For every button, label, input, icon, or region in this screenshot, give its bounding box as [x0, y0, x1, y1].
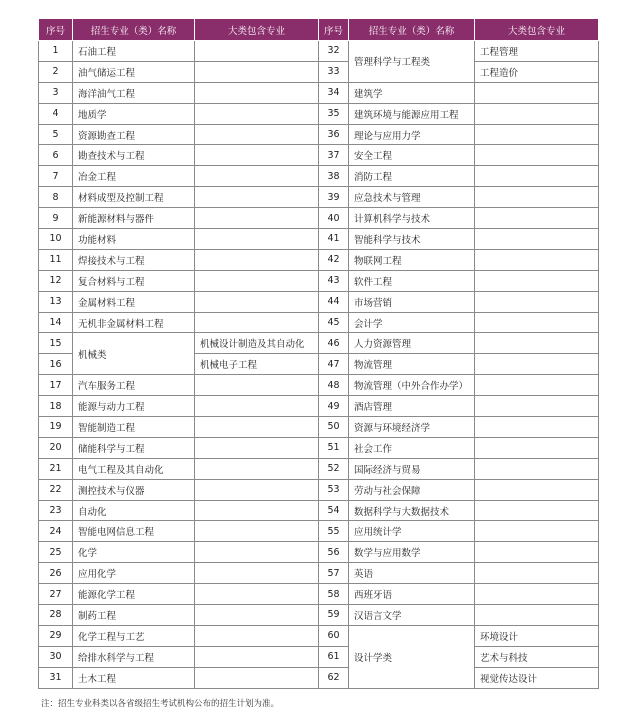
table-row [39, 437, 599, 458]
included-major-cell [195, 187, 319, 208]
table-row [39, 82, 599, 103]
major-name-cell: 建筑学 [349, 82, 475, 103]
table-row [39, 667, 599, 688]
major-name-cell: 地质学 [73, 103, 195, 124]
included-major-cell [475, 396, 599, 417]
included-major-cell [195, 521, 319, 542]
included-major-cell [195, 208, 319, 229]
serial-number-cell: 5 [39, 124, 73, 145]
major-name-cell: 会计学 [349, 312, 475, 333]
major-name-cell: 应用化学 [73, 563, 195, 584]
major-name-cell: 汉语言文学 [349, 605, 475, 626]
serial-number-cell: 51 [319, 437, 349, 458]
major-name-cell: 无机非金属材料工程 [73, 312, 195, 333]
included-major-cell [195, 458, 319, 479]
table-row [39, 563, 599, 584]
included-major-cell [475, 437, 599, 458]
major-name-cell: 资源与环境经济学 [349, 417, 475, 438]
serial-number-cell: 32 [319, 41, 349, 62]
table-row [39, 312, 599, 333]
serial-number-cell: 52 [319, 458, 349, 479]
included-major-cell: 工程管理 [475, 41, 599, 62]
serial-number-cell: 21 [39, 458, 73, 479]
serial-number-cell: 24 [39, 521, 73, 542]
table-row [39, 625, 599, 646]
serial-number-cell: 62 [319, 667, 349, 688]
major-name-cell: 酒店管理 [349, 396, 475, 417]
major-name-cell: 应用统计学 [349, 521, 475, 542]
included-major-cell: 机械设计制造及其自动化 [195, 333, 319, 354]
serial-number-cell: 50 [319, 417, 349, 438]
table-row [39, 166, 599, 187]
serial-number-cell: 1 [39, 41, 73, 62]
table-row [39, 270, 599, 291]
major-name-cell: 劳动与社会保障 [349, 479, 475, 500]
included-major-cell [195, 166, 319, 187]
major-name-cell: 制药工程 [73, 605, 195, 626]
header-serial-left: 序号 [39, 19, 73, 41]
serial-number-cell: 42 [319, 249, 349, 270]
major-name-cell: 软件工程 [349, 270, 475, 291]
serial-number-cell: 7 [39, 166, 73, 187]
serial-number-cell: 36 [319, 124, 349, 145]
major-name-cell: 英语 [349, 563, 475, 584]
included-major-cell [195, 124, 319, 145]
major-name-cell: 能源与动力工程 [73, 396, 195, 417]
serial-number-cell: 33 [319, 61, 349, 82]
included-major-cell [195, 61, 319, 82]
included-major-cell: 工程造价 [475, 61, 599, 82]
table-row [39, 61, 599, 82]
serial-number-cell: 22 [39, 479, 73, 500]
serial-number-cell: 41 [319, 229, 349, 250]
serial-number-cell: 48 [319, 375, 349, 396]
included-major-cell [195, 375, 319, 396]
major-name-cell: 物联网工程 [349, 249, 475, 270]
included-major-cell [475, 103, 599, 124]
major-name-cell: 数学与应用数学 [349, 542, 475, 563]
major-name-cell: 电气工程及其自动化 [73, 458, 195, 479]
included-major-cell [475, 291, 599, 312]
included-major-cell [195, 500, 319, 521]
major-name-cell: 智能制造工程 [73, 417, 195, 438]
table-row [39, 208, 599, 229]
serial-number-cell: 20 [39, 437, 73, 458]
serial-number-cell: 47 [319, 354, 349, 375]
enrollment-table [38, 19, 599, 689]
serial-number-cell: 8 [39, 187, 73, 208]
included-major-cell [475, 417, 599, 438]
included-major-cell [195, 291, 319, 312]
major-name-cell: 功能材料 [73, 229, 195, 250]
major-name-cell: 应急技术与管理 [349, 187, 475, 208]
major-name-cell: 机械类 [73, 333, 195, 375]
included-major-cell [195, 145, 319, 166]
serial-number-cell: 3 [39, 82, 73, 103]
major-name-cell: 安全工程 [349, 145, 475, 166]
serial-number-cell: 31 [39, 667, 73, 688]
included-major-cell [475, 479, 599, 500]
serial-number-cell: 28 [39, 605, 73, 626]
included-major-cell [475, 521, 599, 542]
included-major-cell [475, 500, 599, 521]
major-name-cell: 建筑环境与能源应用工程 [349, 103, 475, 124]
header-major-right: 招生专业（类）名称 [349, 19, 475, 41]
included-major-cell [195, 479, 319, 500]
included-major-cell [195, 625, 319, 646]
included-major-cell [195, 437, 319, 458]
serial-number-cell: 34 [319, 82, 349, 103]
major-name-cell: 储能科学与工程 [73, 437, 195, 458]
included-major-cell [475, 354, 599, 375]
serial-number-cell: 55 [319, 521, 349, 542]
table-row [39, 646, 599, 667]
major-name-cell: 冶金工程 [73, 166, 195, 187]
serial-number-cell: 27 [39, 584, 73, 605]
included-major-cell [475, 542, 599, 563]
serial-number-cell: 45 [319, 312, 349, 333]
table-row [39, 479, 599, 500]
major-name-cell: 勘查技术与工程 [73, 145, 195, 166]
serial-number-cell: 19 [39, 417, 73, 438]
serial-number-cell: 11 [39, 249, 73, 270]
serial-number-cell: 60 [319, 625, 349, 646]
serial-number-cell: 44 [319, 291, 349, 312]
major-name-cell: 计算机科学与技术 [349, 208, 475, 229]
major-name-cell: 智能科学与技术 [349, 229, 475, 250]
major-name-cell: 焊接技术与工程 [73, 249, 195, 270]
included-major-cell [195, 312, 319, 333]
table-row [39, 249, 599, 270]
major-name-cell: 海洋油气工程 [73, 82, 195, 103]
table-row [39, 103, 599, 124]
table-row [39, 542, 599, 563]
table-row [39, 375, 599, 396]
serial-number-cell: 12 [39, 270, 73, 291]
serial-number-cell: 4 [39, 103, 73, 124]
table-header-row [39, 19, 599, 41]
included-major-cell [475, 82, 599, 103]
major-name-cell: 汽车服务工程 [73, 375, 195, 396]
serial-number-cell: 37 [319, 145, 349, 166]
serial-number-cell: 15 [39, 333, 73, 354]
serial-number-cell: 53 [319, 479, 349, 500]
major-name-cell: 材料成型及控制工程 [73, 187, 195, 208]
footnote: 注：招生专业科类以各省级招生考试机构公布的招生计划为准。 [41, 699, 280, 709]
major-name-cell: 化学 [73, 542, 195, 563]
table-row [39, 396, 599, 417]
included-major-cell [475, 270, 599, 291]
table-row [39, 458, 599, 479]
serial-number-cell: 14 [39, 312, 73, 333]
serial-number-cell: 10 [39, 229, 73, 250]
major-name-cell: 物流管理 [349, 354, 475, 375]
serial-number-cell: 23 [39, 500, 73, 521]
included-major-cell [475, 605, 599, 626]
header-major-left: 招生专业（类）名称 [73, 19, 195, 41]
serial-number-cell: 26 [39, 563, 73, 584]
table-row [39, 333, 599, 354]
major-name-cell: 石油工程 [73, 41, 195, 62]
major-name-cell: 能源化学工程 [73, 584, 195, 605]
included-major-cell: 机械电子工程 [195, 354, 319, 375]
included-major-cell [475, 375, 599, 396]
major-name-cell: 消防工程 [349, 166, 475, 187]
included-major-cell [195, 82, 319, 103]
major-name-cell: 化学工程与工艺 [73, 625, 195, 646]
included-major-cell [195, 417, 319, 438]
major-name-cell: 市场营销 [349, 291, 475, 312]
major-name-cell: 社会工作 [349, 437, 475, 458]
serial-number-cell: 39 [319, 187, 349, 208]
serial-number-cell: 18 [39, 396, 73, 417]
included-major-cell [475, 208, 599, 229]
serial-number-cell: 13 [39, 291, 73, 312]
serial-number-cell: 56 [319, 542, 349, 563]
header-included-left: 大类包含专业 [195, 19, 319, 41]
table-row [39, 417, 599, 438]
serial-number-cell: 57 [319, 563, 349, 584]
major-name-cell: 西班牙语 [349, 584, 475, 605]
included-major-cell [475, 584, 599, 605]
major-name-cell: 智能电网信息工程 [73, 521, 195, 542]
included-major-cell [475, 187, 599, 208]
included-major-cell [195, 667, 319, 688]
serial-number-cell: 30 [39, 646, 73, 667]
major-name-cell: 油气储运工程 [73, 61, 195, 82]
serial-number-cell: 6 [39, 145, 73, 166]
serial-number-cell: 43 [319, 270, 349, 291]
major-name-cell: 物流管理（中外合作办学） [349, 375, 475, 396]
included-major-cell [475, 229, 599, 250]
serial-number-cell: 54 [319, 500, 349, 521]
major-name-cell: 人力资源管理 [349, 333, 475, 354]
included-major-cell [195, 584, 319, 605]
header-included-right: 大类包含专业 [475, 19, 599, 41]
included-major-cell [475, 249, 599, 270]
included-major-cell [475, 563, 599, 584]
included-major-cell [475, 333, 599, 354]
included-major-cell [195, 646, 319, 667]
serial-number-cell: 17 [39, 375, 73, 396]
major-name-cell: 自动化 [73, 500, 195, 521]
major-name-cell: 资源勘查工程 [73, 124, 195, 145]
serial-number-cell: 49 [319, 396, 349, 417]
included-major-cell [475, 458, 599, 479]
major-name-cell: 给排水科学与工程 [73, 646, 195, 667]
serial-number-cell: 29 [39, 625, 73, 646]
table-row [39, 187, 599, 208]
serial-number-cell: 40 [319, 208, 349, 229]
serial-number-cell: 61 [319, 646, 349, 667]
table-row [39, 124, 599, 145]
included-major-cell [475, 166, 599, 187]
major-name-cell: 国际经济与贸易 [349, 458, 475, 479]
serial-number-cell: 38 [319, 166, 349, 187]
included-major-cell [195, 396, 319, 417]
table-row [39, 584, 599, 605]
table-row [39, 521, 599, 542]
major-name-cell: 测控技术与仪器 [73, 479, 195, 500]
serial-number-cell: 58 [319, 584, 349, 605]
table-row [39, 41, 599, 62]
included-major-cell [195, 249, 319, 270]
major-name-cell: 理论与应用力学 [349, 124, 475, 145]
included-major-cell [195, 41, 319, 62]
table-row [39, 605, 599, 626]
major-name-cell: 复合材料与工程 [73, 270, 195, 291]
serial-number-cell: 25 [39, 542, 73, 563]
included-major-cell: 视觉传达设计 [475, 667, 599, 688]
included-major-cell [475, 124, 599, 145]
included-major-cell [195, 270, 319, 291]
serial-number-cell: 16 [39, 354, 73, 375]
included-major-cell: 艺术与科技 [475, 646, 599, 667]
major-name-cell: 设计学类 [349, 625, 475, 688]
table-row [39, 291, 599, 312]
included-major-cell [195, 563, 319, 584]
table-row [39, 229, 599, 250]
major-name-cell: 管理科学与工程类 [349, 41, 475, 83]
serial-number-cell: 35 [319, 103, 349, 124]
major-name-cell: 新能源材料与器件 [73, 208, 195, 229]
included-major-cell [195, 542, 319, 563]
serial-number-cell: 2 [39, 61, 73, 82]
table-row [39, 145, 599, 166]
table-row [39, 500, 599, 521]
enrollment-table-sheet [38, 19, 598, 689]
major-name-cell: 土木工程 [73, 667, 195, 688]
included-major-cell [475, 145, 599, 166]
serial-number-cell: 9 [39, 208, 73, 229]
included-major-cell: 环境设计 [475, 625, 599, 646]
serial-number-cell: 46 [319, 333, 349, 354]
included-major-cell [475, 312, 599, 333]
serial-number-cell: 59 [319, 605, 349, 626]
included-major-cell [195, 229, 319, 250]
included-major-cell [195, 103, 319, 124]
included-major-cell [195, 605, 319, 626]
major-name-cell: 数据科学与大数据技术 [349, 500, 475, 521]
header-serial-right: 序号 [319, 19, 349, 41]
major-name-cell: 金属材料工程 [73, 291, 195, 312]
